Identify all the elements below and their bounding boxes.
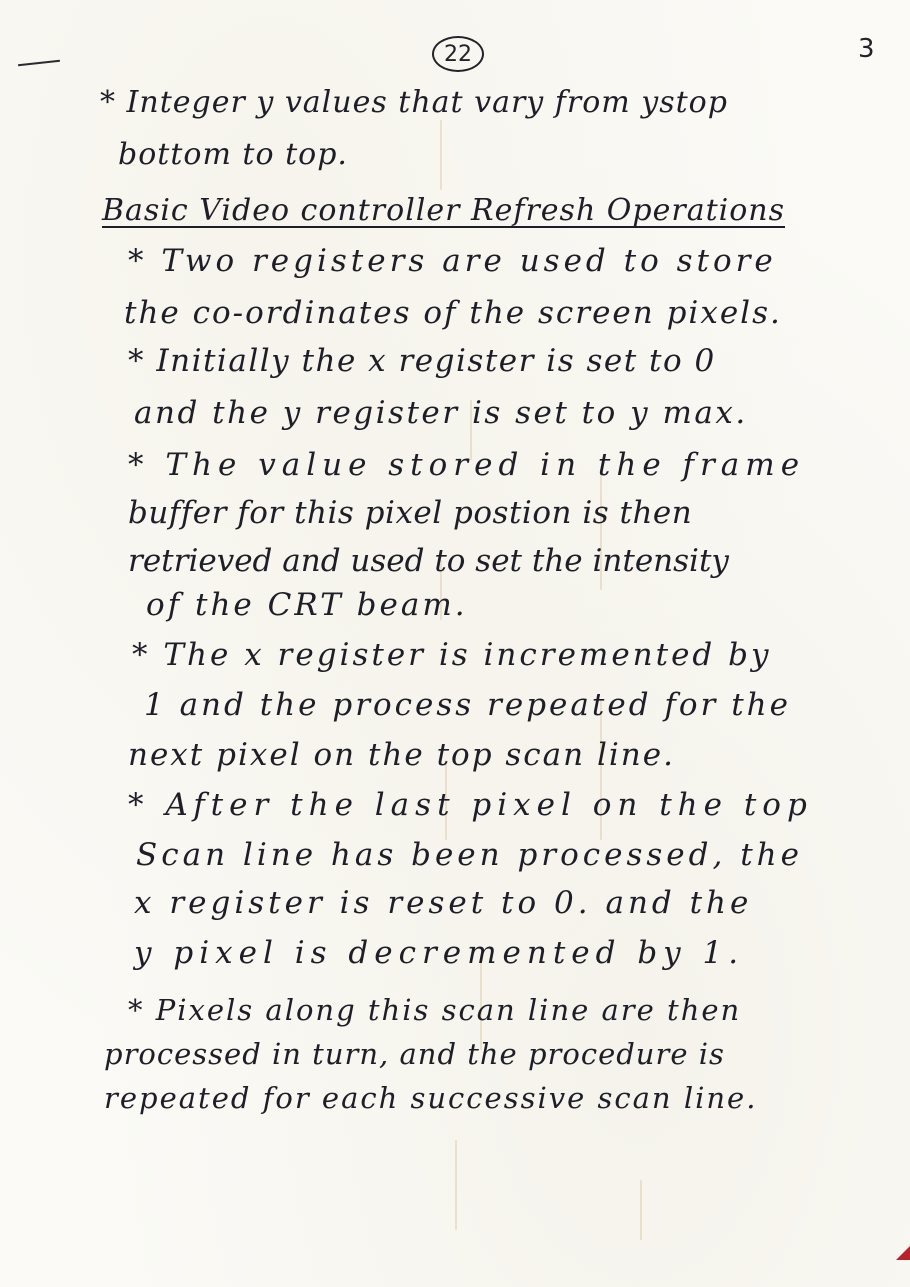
- section-heading: Basic Video controller Refresh Operations: [102, 193, 786, 228]
- point-6-line-3: repeated for each successive scan line.: [104, 1081, 758, 1115]
- point-6-line-2: processed in turn, and the procedure is: [104, 1037, 725, 1071]
- point-1-line-2: the co-ordinates of the screen pixels.: [124, 295, 782, 331]
- point-5-line-3: x register is reset to 0. and the: [134, 885, 753, 921]
- paper-bleed-mark: [640, 1180, 642, 1240]
- point-5-line-2: Scan line has been processed, the: [136, 837, 803, 873]
- paper-bleed-mark: [455, 1140, 457, 1230]
- point-4-line-2: 1 and the process repeated for the: [144, 687, 791, 723]
- corner-mark: [896, 1246, 910, 1260]
- point-3-line-4: of the CRT beam.: [146, 587, 468, 623]
- point-6-line-1: * Pixels along this scan line are then: [128, 993, 742, 1027]
- point-3-line-2: buffer for this pixel postion is then: [128, 495, 693, 531]
- circled-page-number: [432, 36, 484, 72]
- point-4-line-1: * The x register is incremented by: [132, 637, 772, 673]
- point-2-line-1: * Initially the x register is set to 0: [128, 343, 716, 379]
- point-5-line-1: * After the last pixel on the top: [128, 787, 813, 823]
- paper-bleed-mark: [440, 120, 442, 190]
- point-3-line-3: retrieved and used to set the intensity: [128, 543, 729, 579]
- point-2-line-2: and the y register is set to y max.: [134, 395, 748, 431]
- intro-line-2: bottom to top.: [118, 137, 348, 172]
- point-1-line-1: * Two registers are used to store: [128, 243, 777, 279]
- page-number: 3: [858, 34, 875, 64]
- point-5-line-4: y pixel is decremented by 1.: [134, 935, 745, 971]
- point-3-line-1: * The value stored in the frame: [128, 447, 806, 483]
- point-4-line-3: next pixel on the top scan line.: [128, 737, 675, 773]
- intro-line-1: * Integer y values that vary from ystop: [100, 85, 728, 120]
- circled-number-text: 22: [444, 41, 472, 67]
- margin-dash: [18, 60, 60, 66]
